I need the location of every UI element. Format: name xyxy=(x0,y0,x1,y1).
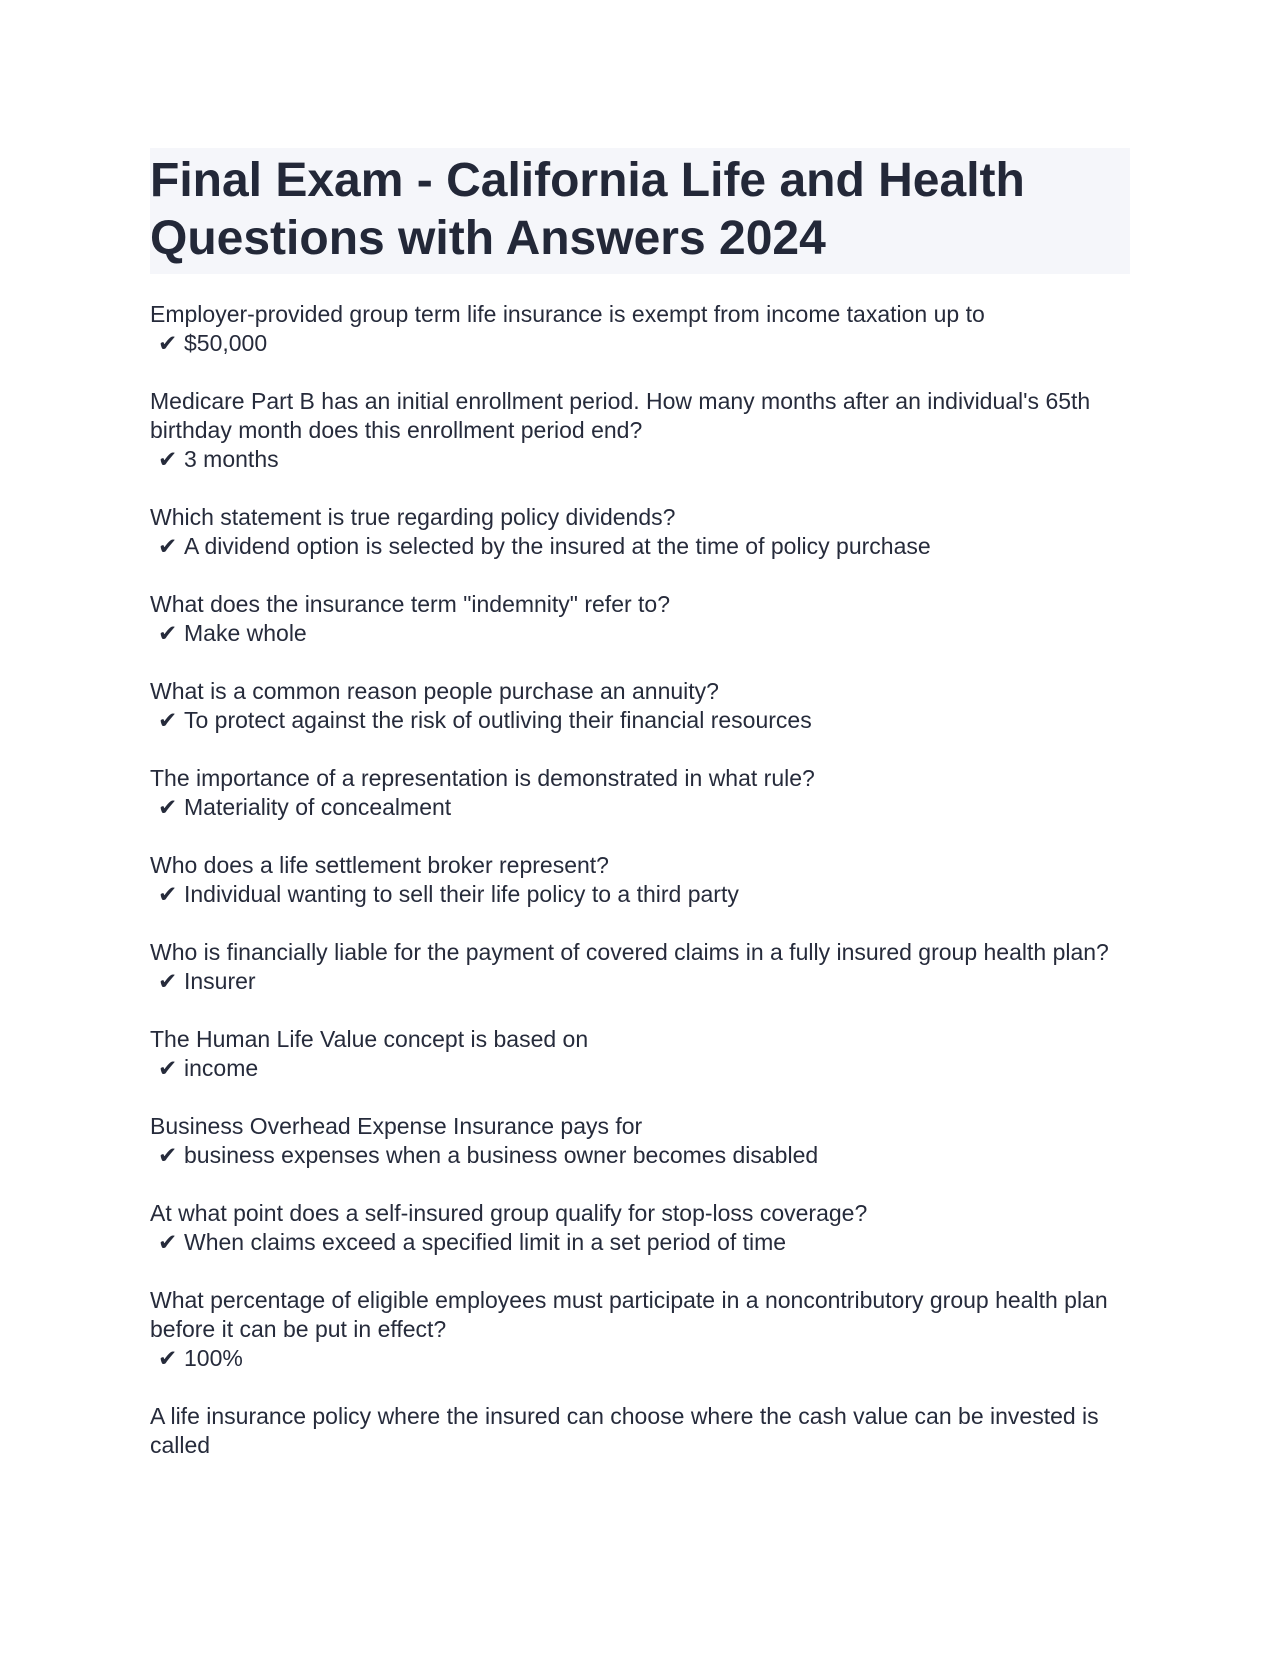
question-text: A life insurance policy where the insured can choose where the cash value can be invested is called xyxy=(150,1403,1099,1458)
check-icon: ✔ xyxy=(158,1142,178,1168)
question-text: At what point does a self-insured group qualify for stop-loss coverage? xyxy=(150,1200,868,1226)
answer-text: Make whole xyxy=(184,620,307,646)
qa-list xyxy=(150,300,1130,1460)
qa-item xyxy=(150,1286,1130,1373)
answer-text: A dividend option is selected by the insured at the time of policy purchase xyxy=(184,533,931,559)
qa-item xyxy=(150,300,1130,358)
answer-line xyxy=(150,1344,1130,1373)
answer-line xyxy=(150,329,1130,358)
qa-item xyxy=(150,1025,1130,1083)
question-text: The Human Life Value concept is based on xyxy=(150,1026,589,1052)
answer-line xyxy=(150,1054,1130,1083)
qa-item xyxy=(150,1199,1130,1257)
answer-line xyxy=(150,1141,1130,1170)
check-icon: ✔ xyxy=(158,968,178,994)
answer-line xyxy=(150,706,1130,735)
answer-line xyxy=(150,532,1130,561)
check-icon: ✔ xyxy=(158,1345,178,1371)
answer-text: 3 months xyxy=(184,446,279,472)
qa-item xyxy=(150,503,1130,561)
answer-line xyxy=(150,880,1130,909)
page-title: Final Exam - California Life and Health Questions with Answers 2024 xyxy=(150,154,1025,265)
qa-item xyxy=(150,938,1130,996)
answer-text: To protect against the risk of outliving their financial resources xyxy=(184,707,812,733)
qa-item xyxy=(150,851,1130,909)
question-text: What is a common reason people purchase an annuity? xyxy=(150,678,719,704)
question-text: What percentage of eligible employees must participate in a noncontributory group health plan before it can be put in effect? xyxy=(150,1287,1108,1342)
qa-item xyxy=(150,590,1130,648)
answer-text: $50,000 xyxy=(184,330,268,356)
check-icon: ✔ xyxy=(158,881,178,907)
check-icon: ✔ xyxy=(158,446,178,472)
check-icon: ✔ xyxy=(158,707,178,733)
question-text: Who does a life settlement broker represent? xyxy=(150,852,609,878)
question-text: Which statement is true regarding policy dividends? xyxy=(150,504,676,530)
answer-line xyxy=(150,619,1130,648)
question-text: Business Overhead Expense Insurance pays for xyxy=(150,1113,643,1139)
question-text: The importance of a representation is demonstrated in what rule? xyxy=(150,765,815,791)
title-banner xyxy=(150,148,1130,274)
qa-item xyxy=(150,1402,1130,1460)
check-icon: ✔ xyxy=(158,620,178,646)
check-icon: ✔ xyxy=(158,330,178,356)
qa-item xyxy=(150,764,1130,822)
question-text: Who is financially liable for the payment of covered claims in a fully insured group health plan? xyxy=(150,939,1109,965)
answer-line xyxy=(150,967,1130,996)
answer-text: Insurer xyxy=(184,968,256,994)
check-icon: ✔ xyxy=(158,1229,178,1255)
answer-text: Individual wanting to sell their life policy to a third party xyxy=(184,881,739,907)
answer-text: Materiality of concealment xyxy=(184,794,452,820)
check-icon: ✔ xyxy=(158,1055,178,1081)
qa-item xyxy=(150,677,1130,735)
answer-text: When claims exceed a specified limit in a set period of time xyxy=(184,1229,787,1255)
question-text: What does the insurance term "indemnity" refer to? xyxy=(150,591,671,617)
question-text: Employer-provided group term life insurance is exempt from income taxation up to xyxy=(150,301,985,327)
answer-text: 100% xyxy=(184,1345,243,1371)
qa-item xyxy=(150,387,1130,474)
question-text: Medicare Part B has an initial enrollment period. How many months after an individual's 65th birthday month does this enrollment period end? xyxy=(150,388,1091,443)
check-icon: ✔ xyxy=(158,533,178,559)
document-page xyxy=(150,148,1130,1489)
answer-text: business expenses when a business owner becomes disabled xyxy=(184,1142,819,1168)
answer-line xyxy=(150,1228,1130,1257)
check-icon: ✔ xyxy=(158,794,178,820)
qa-item xyxy=(150,1112,1130,1170)
answer-text: income xyxy=(184,1055,259,1081)
answer-line xyxy=(150,793,1130,822)
answer-line xyxy=(150,445,1130,474)
